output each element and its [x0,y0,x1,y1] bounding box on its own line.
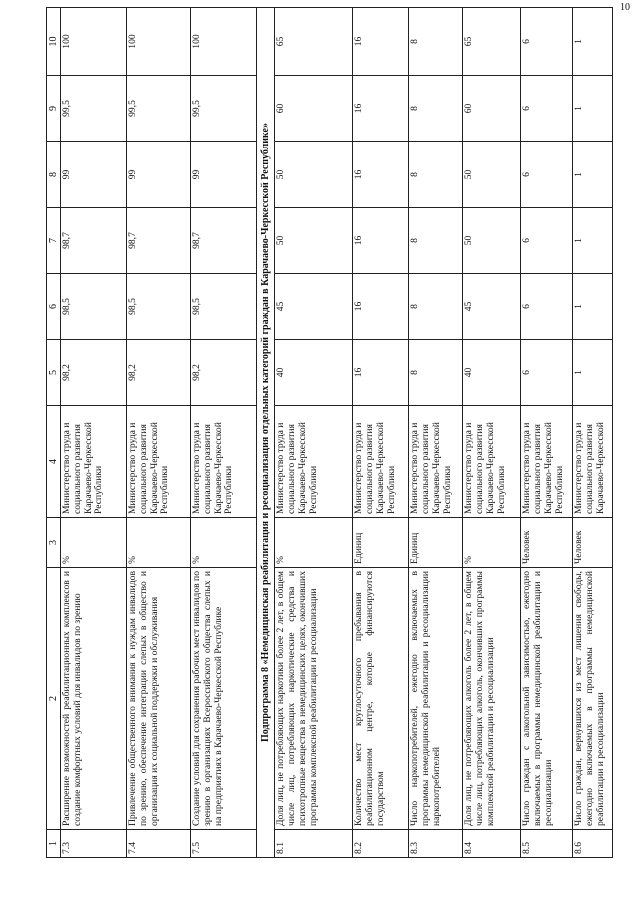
unit: Единиц [353,518,409,568]
col-header: 8 [47,142,61,208]
executor: Министерство труда и социального развития Карачаево-Черкесской Республики [409,406,463,518]
value: 6 [521,76,573,142]
column-number-row [47,8,61,858]
value: 8 [409,76,463,142]
table-row [191,8,257,858]
executor: Министерство труда и социального развития Карачаево-Черкесской [573,406,613,518]
table-row [275,8,353,858]
value: 98,2 [127,340,191,406]
value: 45 [463,274,521,340]
col-header: 6 [47,274,61,340]
table-row [61,8,127,858]
value: 40 [275,340,353,406]
value: 65 [463,8,521,76]
indicator-text: Доля лиц, не потребляющих наркотики более 2 лет, в общем числе лиц, потребляющих наркотические средства и психотропные вещества в немедицинских целях, окончивших программы комплексной реабилитации и ресоциализации [275,568,353,830]
value: 8 [409,274,463,340]
value: 6 [521,274,573,340]
unit: Человек [521,518,573,568]
row-number: 8.3 [409,830,463,858]
rotated-table-container [46,8,604,858]
executor: Министерство труда и социального развития Карачаево-Черкесской Республики [275,406,353,518]
indicator-text: Количество мест круглосуточного пребывания в реабилитационном центре, которые финансируются государством [353,568,409,830]
value: 8 [409,142,463,208]
value: 100 [61,8,127,76]
executor: Министерство труда и социального развития Карачаево-Черкесской Республики [61,406,127,518]
col-header: 1 [47,830,61,858]
value: 16 [353,76,409,142]
table-row [409,8,463,858]
col-header: 3 [47,518,61,568]
value: 98,5 [191,274,257,340]
indicator-text: Число граждан с алкогольной зависимостью, ежегодно включаемых в программы немедицинской реабилитации и ресоциализации [521,568,573,830]
value: 100 [127,8,191,76]
value: 99 [61,142,127,208]
value: 50 [463,208,521,274]
indicator-text: Число граждан, вернувшихся из мест лишения свободы, ежегодно включаемых в программы немедицинской реабилитации и ресоциализации [573,568,613,830]
indicator-text: Расширение возможностей реабилитационных комплексов и создание комфортных условий для инвалидов по зрению [61,568,127,830]
unit: Человек [573,518,613,568]
value: 98,7 [191,208,257,274]
value: 6 [521,142,573,208]
value: 40 [463,340,521,406]
value: 6 [521,208,573,274]
value: 1 [573,8,613,76]
unit: % [127,518,191,568]
row-number: 7.4 [127,830,191,858]
page-number: 10 [620,2,630,13]
indicator-text: Число наркопотребителей, ежегодно включаемых в программы немедицинской реабилитации и ресоциализации наркопотребителей [409,568,463,830]
row-number: 8.1 [275,830,353,858]
value: 16 [353,8,409,76]
value: 45 [275,274,353,340]
section-title: Подпрограмма 8 «Немедицинская реабилитация и ресоциализация отдельных категорий граждан в Карачаево-Черкесской Республике» [257,8,275,858]
value: 1 [573,340,613,406]
value: 1 [573,142,613,208]
col-header: 9 [47,76,61,142]
value: 60 [275,76,353,142]
value: 99,5 [191,76,257,142]
value: 100 [191,8,257,76]
col-header: 10 [47,8,61,76]
value: 99 [127,142,191,208]
value: 6 [521,8,573,76]
value: 50 [463,142,521,208]
unit: % [463,518,521,568]
value: 98,5 [127,274,191,340]
value: 16 [353,142,409,208]
value: 65 [275,8,353,76]
indicator-text: Создание условий для сохранения рабочих мест инвалидов по зрению в организациях Всероссийского общества слепых и на предприятиях в Карачаево-Черкесской Республике [191,568,257,830]
table-row [573,8,613,858]
row-number: 8.5 [521,830,573,858]
value: 60 [463,76,521,142]
value: 1 [573,76,613,142]
value: 8 [409,8,463,76]
unit: % [275,518,353,568]
value: 16 [353,208,409,274]
row-number: 7.5 [191,830,257,858]
value: 16 [353,274,409,340]
executor: Министерство труда и социального развития Карачаево-Черкесской Республики [191,406,257,518]
value: 1 [573,274,613,340]
value: 16 [353,340,409,406]
unit: % [191,518,257,568]
table-row [127,8,191,858]
col-header: 5 [47,340,61,406]
value: 99,5 [61,76,127,142]
table-row [353,8,409,858]
value: 99 [191,142,257,208]
row-number: 8.4 [463,830,521,858]
executor: Министерство труда и социального развития Карачаево-Черкесской Республики [127,406,191,518]
indicator-text: Привлечение общественного внимания к нуждам инвалидов по зрению, обеспечение интеграции слепых в общество и организация их социальной поддержки и обслуживания [127,568,191,830]
col-header: 4 [47,406,61,518]
table-row [521,8,573,858]
row-number: 7.3 [61,830,127,858]
value: 8 [409,340,463,406]
unit: Единиц [409,518,463,568]
value: 99,5 [127,76,191,142]
table-row [463,8,521,858]
indicators-table [46,7,613,858]
executor: Министерство труда и социального развития Карачаево-Черкесской Республики [353,406,409,518]
row-number: 8.6 [573,830,613,858]
col-header: 7 [47,208,61,274]
value: 50 [275,142,353,208]
value: 6 [521,340,573,406]
value: 98,7 [127,208,191,274]
value: 98,2 [61,340,127,406]
indicator-text: Доля лиц, не потребляющих алкоголь более 2 лет, в общем числе лиц, потребляющих алкоголь, окончивших программы комплексной реабилитации и ресоциализации [463,568,521,830]
value: 8 [409,208,463,274]
value: 98,2 [191,340,257,406]
unit: % [61,518,127,568]
value: 98,7 [61,208,127,274]
row-number: 8.2 [353,830,409,858]
value: 50 [275,208,353,274]
section-row [257,8,275,858]
value: 98,5 [61,274,127,340]
executor: Министерство труда и социального развития Карачаево-Черкесской Республики [521,406,573,518]
value: 1 [573,208,613,274]
col-header: 2 [47,568,61,830]
executor: Министерство труда и социального развития Карачаево-Черкесской Республики [463,406,521,518]
